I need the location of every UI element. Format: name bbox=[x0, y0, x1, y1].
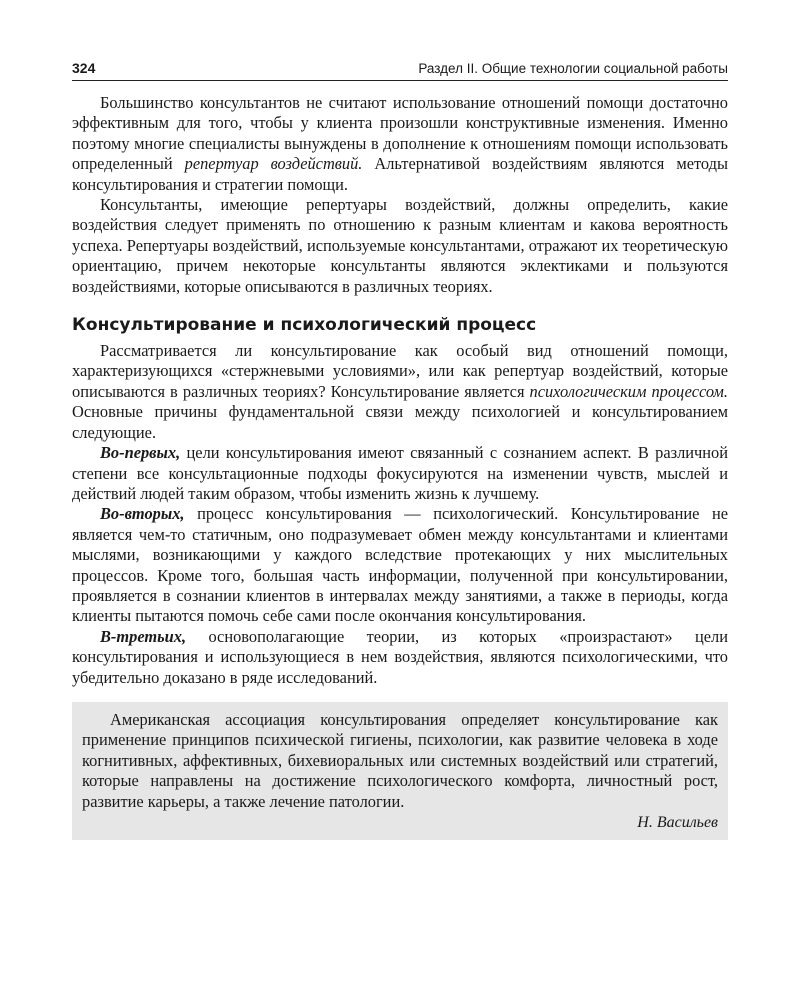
page-number: 324 bbox=[72, 60, 96, 76]
section-paragraph-third bbox=[72, 627, 728, 688]
third-text: основополагающие теории, из которых «произрастают» цели консультирования и использующиеся в нем воздействия, являются психологическими, что убедительно доказано в ряде исследований. bbox=[72, 626, 728, 687]
quote-author: Н. Васильев bbox=[637, 814, 718, 831]
section-paragraph-second bbox=[72, 504, 728, 626]
third-label: В-третьих, bbox=[100, 626, 187, 646]
running-header bbox=[72, 60, 728, 81]
intro-paragraph-2: Консультанты, имеющие репертуары воздействий, должны определить, какие воздействия следует применять по отношению к разным клиентам и какова вероятность успеха. Репертуары воздействий, используемые консультантами, отражают их теоретическую ориентацию, причем некоторые консультанты являются эклектиками и пользуются воздействиями, которые описываются в различных теориях. bbox=[72, 195, 728, 296]
section-p1-emphasis: психологическим процессом. bbox=[529, 381, 728, 401]
quote-text: Американская ассоциация консультирования определяет консультирование как применение принципов психической гигиены, психологии, как развитие человека в ходе когнитивных, аффективных, бихевиоральных или системных воздействий или стратегий, которые направлены на достижение психологического комфорта, личностный рост, развитие карьеры, а также лечение патологии. bbox=[82, 709, 718, 811]
running-section-title: Раздел II. Общие технологии социальной работы bbox=[418, 61, 728, 76]
section-text bbox=[72, 341, 728, 688]
quote-box bbox=[72, 702, 728, 840]
intro-p1-emphasis: репертуар воздействий. bbox=[184, 154, 363, 174]
section-heading: Консультирование и психологический процесс bbox=[72, 315, 537, 336]
section-p1-text-a: Рассматривается ли консультирование как особый вид отношений помощи, характеризующихся «стержневыми условиями», или как репертуар воздействий, которые описываются в различных теориях? Консультирование является bbox=[72, 341, 728, 401]
section-paragraph-1 bbox=[72, 341, 728, 443]
section-p1-text-b: Основные причины фундаментальной связи между психологией и консультированием следующие. bbox=[72, 402, 728, 442]
section-paragraph-first bbox=[72, 443, 728, 504]
first-label: Во-первых, bbox=[100, 443, 181, 463]
first-text: цели консультирования имеют связанный с сознанием аспект. В различной степени все консультационные подходы фокусируются на изменении чувств, мыслей и действий людей таким образом, чтобы изменить жизнь к лучшему. bbox=[72, 443, 728, 503]
intro-p1-text-b: Альтернативой воздействиям являются методы консультирования и стратегии помощи. bbox=[72, 154, 728, 194]
second-text: процесс консультирования — психологический. Консультирование не является чем-то статичным, оно подразумевает обмен между консультантами и клиентами мыслями, возникающими у каждого вследствие протекающих у них мыслительных процессов. Кроме того, большая часть информации, полученной при консультировании, проявляется в сознании клиентов в интервалах между занятиями, а также в периоды, когда клиенты пытаются помочь себе сами после окончания консультирования. bbox=[72, 504, 728, 626]
second-label: Во-вторых, bbox=[100, 504, 185, 524]
intro-paragraph-1 bbox=[72, 93, 728, 195]
intro-p1-text-a: Большинство консультантов не считают использование отношений помощи достаточно эффективным для того, чтобы у клиента произошли конструктивные изменения. Именно поэтому многие специалисты вынуждены в дополнение к отношениям помощи использовать определенный bbox=[72, 93, 728, 174]
intro-text bbox=[72, 93, 728, 297]
book-page bbox=[72, 60, 728, 840]
